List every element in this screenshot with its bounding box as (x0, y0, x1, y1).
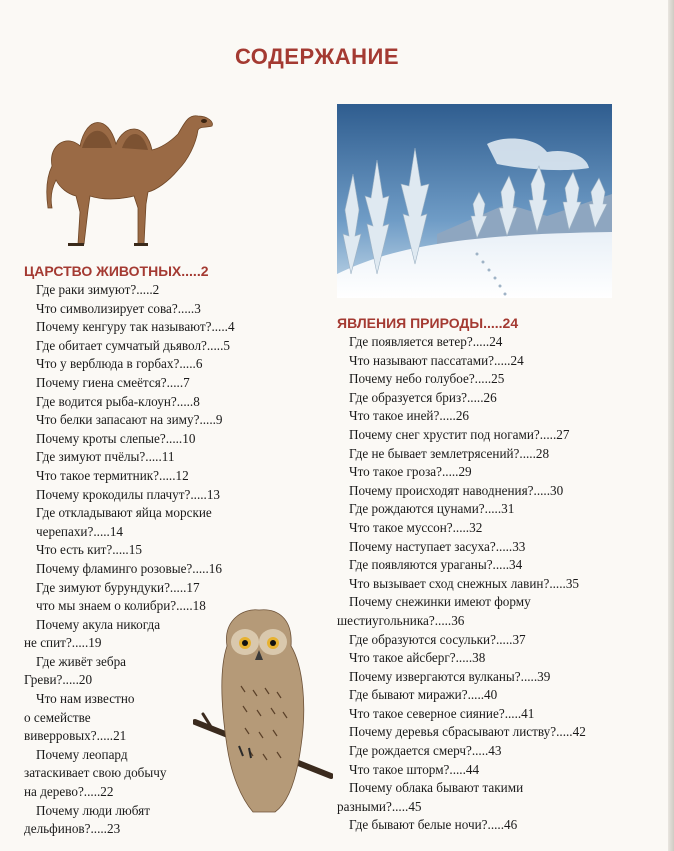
toc-entry[interactable]: Где появляется ветер?.....24 (349, 334, 503, 349)
toc-entry[interactable]: Что такое шторм?.....44 (349, 761, 480, 777)
toc-entry[interactable]: Где раки зимуют?.....2 (36, 282, 160, 297)
toc-entry[interactable]: Где образуется бриз?.....26 (349, 389, 497, 405)
section-heading-nature[interactable]: ЯВЛЕНИЯ ПРИРОДЫ.....24 (337, 315, 519, 331)
toc-entry[interactable]: Где откладывают яйца морские (36, 505, 212, 521)
toc-entry[interactable]: Почему люди любят (36, 802, 150, 818)
toc-entry-continuation[interactable]: черепахи?.....14 (36, 523, 124, 539)
toc-entry[interactable]: Почему небо голубое?.....25 (349, 371, 505, 387)
toc-entry[interactable]: Почему облака бывают такими (349, 780, 524, 796)
toc-entry-continuation[interactable]: разными?.....45 (337, 798, 422, 814)
toc-entry-continuation[interactable]: не спит?.....19 (24, 635, 102, 651)
page-title: СОДЕРЖАНИЕ (234, 44, 400, 69)
toc-entry[interactable]: Где зимуют пчёлы?.....11 (36, 449, 175, 465)
toc-entry[interactable]: Что вызывает сход снежных лавин?.....35 (349, 575, 580, 591)
toc-entry[interactable]: Почему снежинки имеют форму (349, 594, 531, 610)
toc-entry-continuation[interactable]: шестиугольника?.....36 (337, 612, 465, 628)
camel-illustration (38, 104, 218, 252)
toc-entry[interactable]: Почему деревья сбрасывают листву?.....42 (349, 724, 586, 740)
toc-entry[interactable]: что мы знаем о колибри?.....18 (36, 598, 206, 614)
toc-entry[interactable]: Что такое муссон?.....32 (349, 519, 483, 535)
toc-entry[interactable]: Почему крокодилы плачут?.....13 (36, 486, 221, 502)
toc-entry[interactable]: Почему извергаются вулканы?.....39 (349, 668, 551, 684)
toc-entry[interactable]: Где зимуют бурундуки?.....17 (36, 579, 200, 595)
toc-entry[interactable]: Где бывают белые ночи?.....46 (349, 817, 518, 833)
toc-entry[interactable]: Где не бывает землетрясений?.....28 (349, 445, 550, 461)
toc-entry[interactable]: Почему кроты слепые?.....10 (36, 430, 196, 446)
toc-entry-continuation[interactable]: виверровых?.....21 (24, 728, 127, 744)
toc-entry[interactable]: Почему фламинго розовые?.....16 (36, 560, 222, 576)
toc-entry[interactable]: Где появляются ураганы?.....34 (349, 557, 523, 573)
page-edge (668, 0, 674, 851)
toc-entry-continuation[interactable]: о семействе (24, 709, 91, 725)
toc-entry[interactable]: Что такое иней?.....26 (349, 408, 470, 424)
toc-entry-continuation[interactable]: затаскивает свою добычу (24, 765, 167, 781)
toc-entry[interactable]: Где образуются сосульки?.....37 (349, 631, 526, 647)
toc-entry[interactable]: Где водится рыба-клоун?.....8 (36, 393, 200, 409)
contents-column-animals (24, 262, 324, 839)
toc-entry[interactable]: Что такое термитник?.....12 (36, 467, 189, 483)
winter-landscape-photo (337, 104, 612, 298)
toc-entry[interactable]: Почему происходят наводнения?.....30 (349, 482, 564, 498)
toc-entry[interactable]: Что белки запасают на зиму?.....9 (36, 412, 223, 428)
contents-column-nature (337, 314, 637, 835)
toc-entry[interactable]: Что символизирует сова?.....3 (36, 300, 201, 316)
toc-entry[interactable]: Где живёт зебра (36, 653, 127, 669)
toc-entry[interactable]: Почему акула никогда (36, 616, 161, 632)
toc-entry[interactable]: Что у верблюда в горбах?.....6 (36, 356, 203, 372)
toc-entry[interactable]: Что называют пассатами?.....24 (349, 352, 524, 368)
toc-entry[interactable]: Почему наступает засуха?.....33 (349, 538, 526, 554)
toc-entry[interactable]: Что нам известно (36, 691, 135, 707)
toc-entry[interactable]: Почему леопард (36, 746, 128, 762)
toc-entry[interactable]: Что такое айсберг?.....38 (349, 650, 486, 666)
toc-entry[interactable]: Почему гиена смеётся?.....7 (36, 374, 190, 390)
toc-entry[interactable]: Где рождаются цунами?.....31 (349, 501, 515, 517)
toc-entry-continuation[interactable]: дельфинов?.....23 (24, 821, 121, 837)
toc-entry[interactable]: Почему кенгуру так называют?.....4 (36, 319, 235, 335)
toc-entry[interactable]: Что такое гроза?.....29 (349, 464, 472, 480)
toc-entry[interactable]: Где рождается смерч?.....43 (349, 743, 502, 759)
toc-entry[interactable]: Где бывают миражи?.....40 (349, 687, 498, 703)
toc-entry[interactable]: Что есть кит?.....15 (36, 542, 142, 558)
toc-entry[interactable]: Что такое северное сияние?.....41 (349, 705, 535, 721)
toc-entry-continuation[interactable]: на дерево?.....22 (24, 784, 114, 800)
toc-entry[interactable]: Почему снег хрустит под ногами?.....27 (349, 426, 570, 442)
toc-entry[interactable]: Где обитает сумчатый дьявол?.....5 (36, 337, 230, 353)
section-heading-animals[interactable]: ЦАРСТВО ЖИВОТНЫХ.....2 (24, 263, 209, 279)
toc-entry-continuation[interactable]: Греви?.....20 (24, 672, 93, 688)
